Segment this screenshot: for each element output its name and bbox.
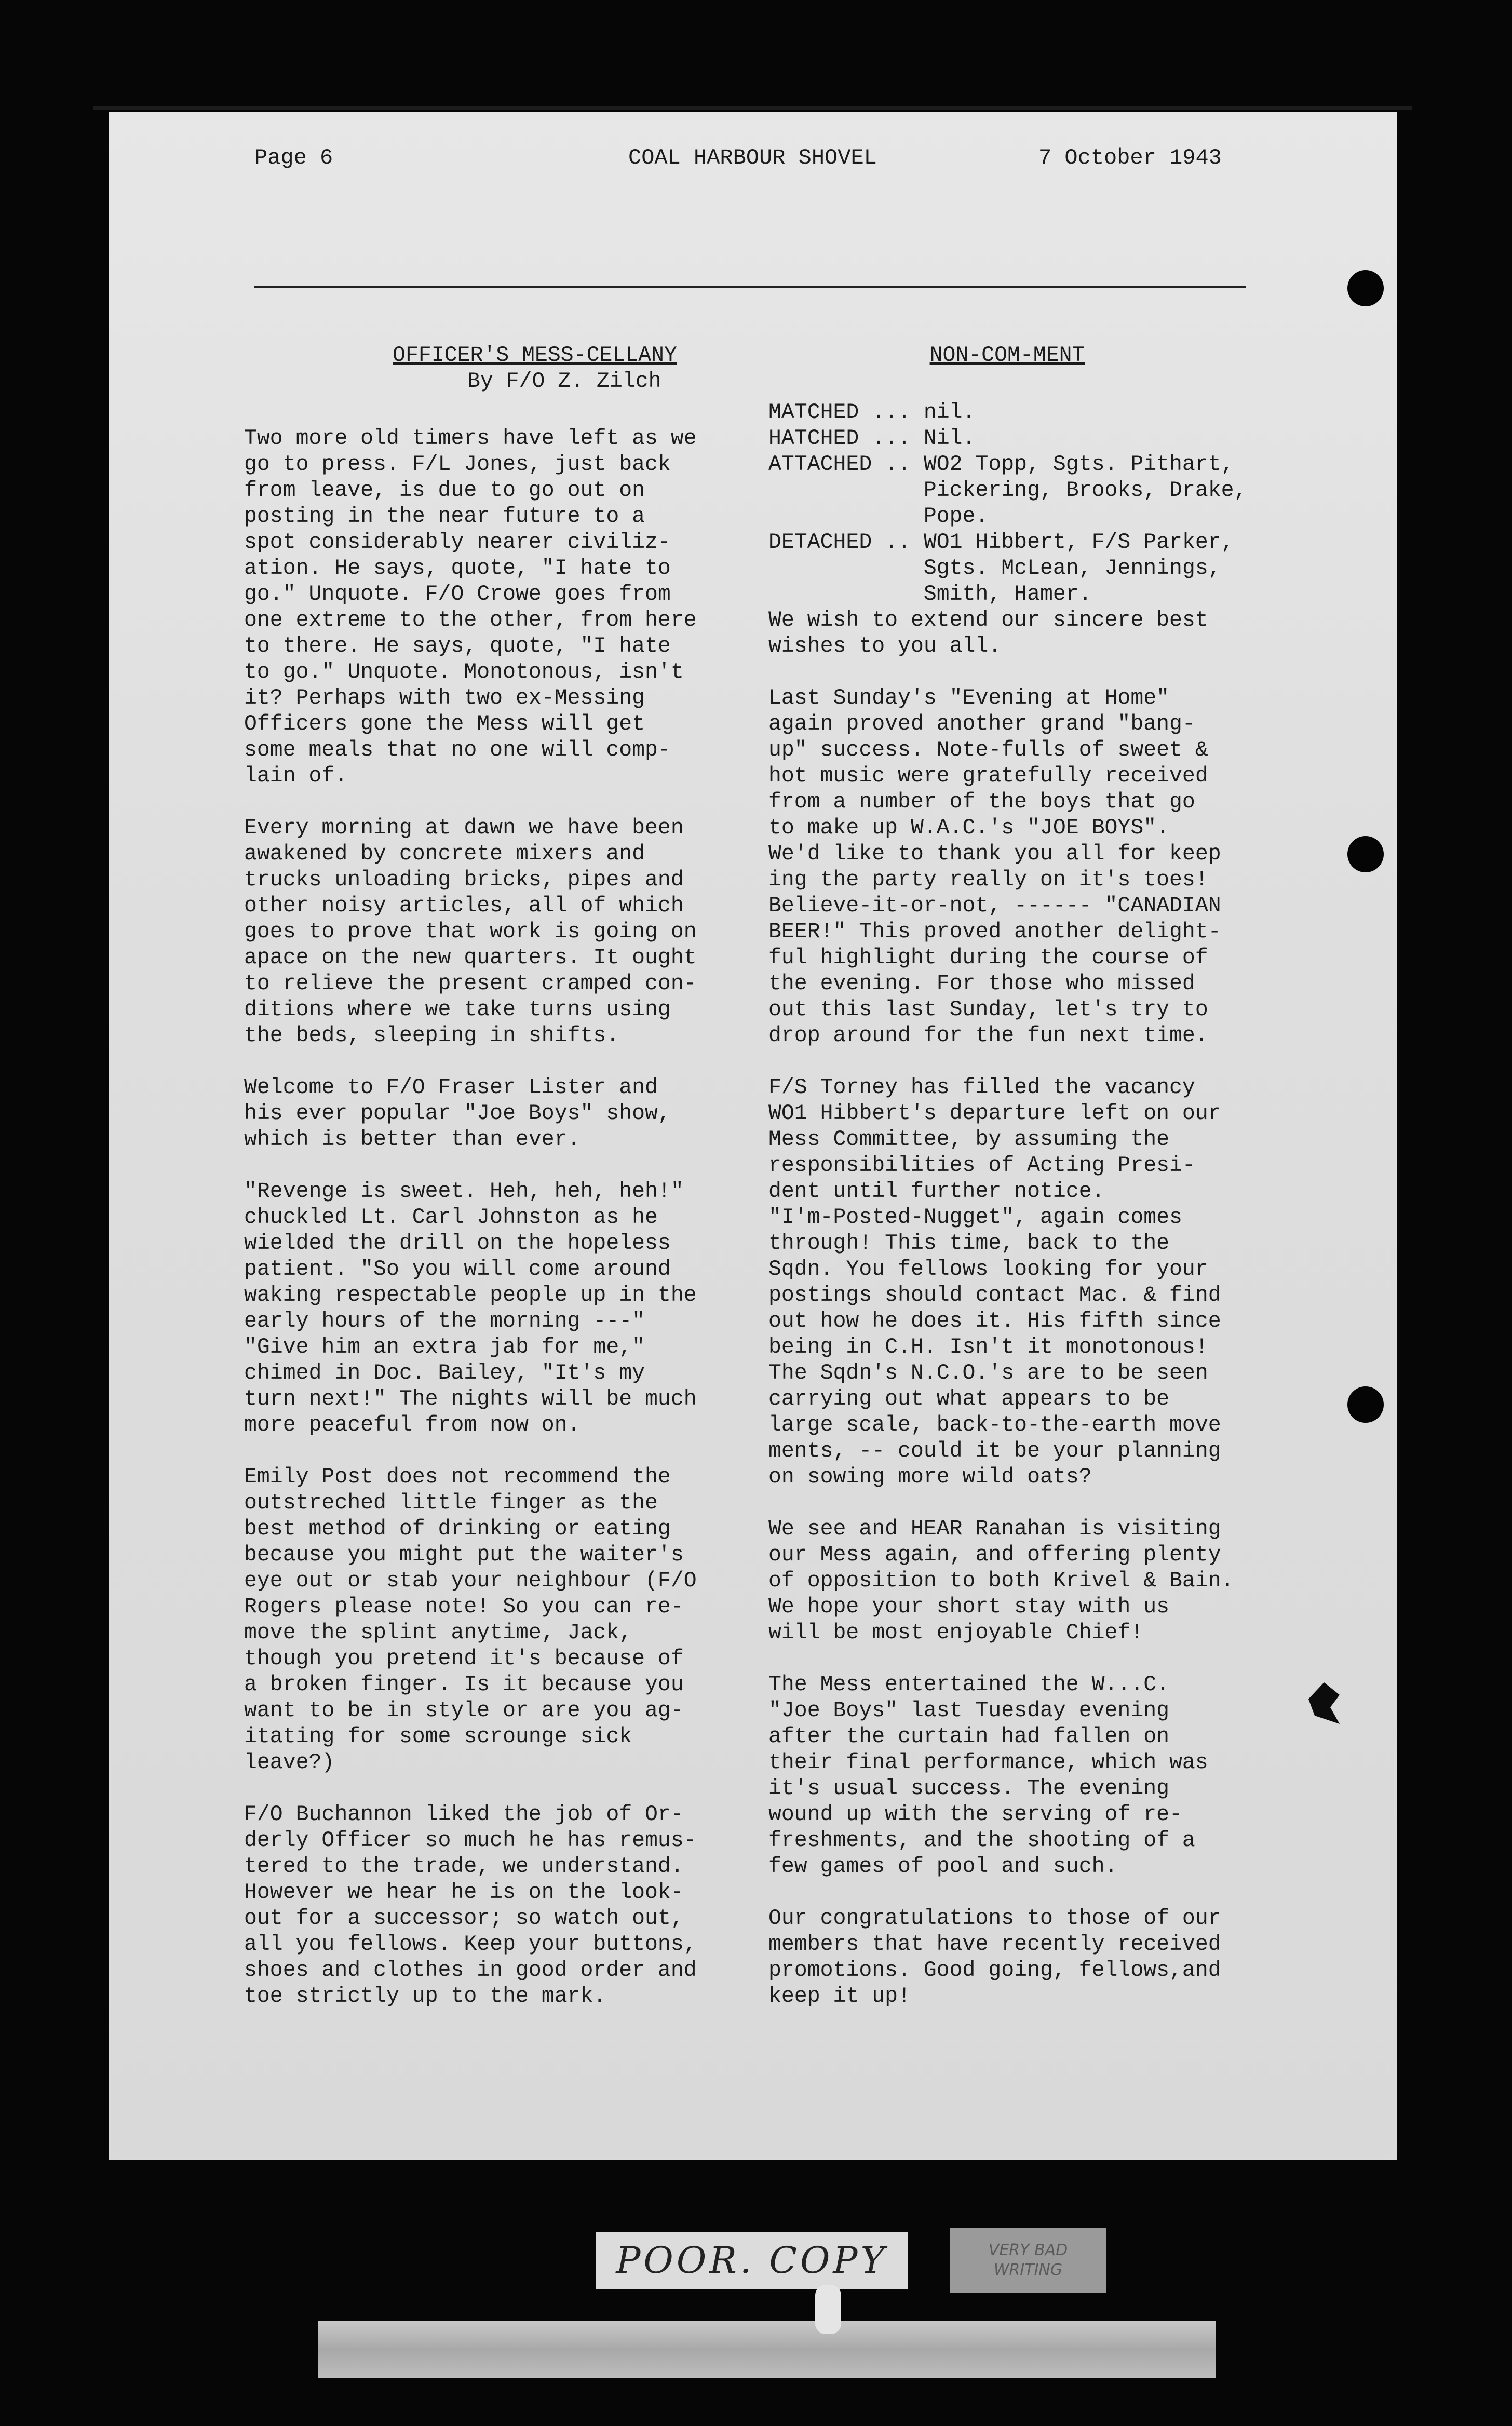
left-column-byline: By F/O Z. Zilch: [467, 369, 662, 394]
left-column: [244, 343, 768, 2036]
article-paragraph: MATCHED ... nil. HATCHED ... Nil. ATTACHED .. WO2 Topp, Sgts. Pithart, Pickering, Brooks, Drake, Pope. DETACHED .. WO1 Hibbert, F/S Parker, Sgts. McLean, Jennings, Smith, Hamer. We wish to extend our sincere best wishes to you all.: [768, 400, 1247, 658]
poor-copy-label: POOR. COPY: [596, 2232, 908, 2289]
issue-date: 7 October 1943: [1038, 145, 1222, 170]
scanner-bar: [318, 2321, 1216, 2378]
right-column-title: NON-COM-MENT: [929, 343, 1085, 368]
stamp-line-2: WRITING: [993, 2260, 1063, 2279]
article-paragraph: We see and HEAR Ranahan is visiting our Mess again, and offering plenty of opposition to both Krivel & Bain. We hope your short stay with us will be most enjoyable Chief!: [768, 1517, 1234, 1645]
newspaper-name: COAL HARBOUR SHOVEL: [628, 145, 877, 170]
article-paragraph: F/O Buchannon liked the job of Or- derly Officer so much he has remus- tered to the trade, we understand. However we hear he is on the look- out for a successor; so watch out, all you fellows. Keep your buttons, shoes and clothes in good order and toe strictly up to the mark.: [244, 1802, 697, 2009]
binder-hole-1: [1347, 270, 1384, 306]
binder-hole-3: [1347, 1386, 1384, 1423]
article-paragraph: The Mess entertained the W...C. "Joe Boys" last Tuesday evening after the curtain had fallen on their final performance, which was it's usual success. The evening wound up with the serving of re- freshments, and the shooting of a few games of pool and such.: [768, 1673, 1208, 1879]
article-paragraph: Our congratulations to those of our members that have recently received promotions. Good going, fellows,and keep it up!: [768, 1906, 1221, 2009]
archive-stamp: [950, 2228, 1106, 2293]
binder-hole-2: [1347, 836, 1384, 872]
article-paragraph: F/S Torney has filled the vacancy WO1 Hibbert's departure left on our Mess Committee, by assuming the responsibilities of Acting Presi- dent until further notice. "I'm-Posted-Nugget", again comes through! This time, back to the Sqdn. You fellows looking for your postings should contact Mac. & find out how he does it. His fifth since being in C.H. Isn't it monotonous! The Sqdn's N.C.O.'s are to be seen carrying out what appears to be large scale, back-to-the-earth move ments, -- could it be your planning on sowing more wild oats?: [768, 1075, 1221, 1489]
film-edge-top: [93, 106, 1412, 110]
header-rule: [254, 286, 1246, 288]
clip-mark: [815, 2285, 841, 2334]
page-number: Page 6: [254, 145, 333, 170]
right-column: [768, 343, 1277, 2036]
article-paragraph: "Revenge is sweet. Heh, heh, heh!" chuckled Lt. Carl Johnston as he wielded the drill on the hopeless patient. "So you will come around waking respectable people up in the early hours of the morning ---" "Give him an extra jab for me," chimed in Doc. Bailey, "It's my turn next!" The nights will be much more peaceful from now on.: [244, 1179, 697, 1437]
article-paragraph: Two more old timers have left as we go to press. F/L Jones, just back from leave, is due to go out on posting in the near future to a spot considerably nearer civiliz- ation. He says, quote, "I hate to go." Unquote. F/O Crowe goes from one extreme to the other, from here to there. He says, quote, "I hate to go." Unquote. Monotonous, isn't it? Perhaps with two ex-Messing Officers gone the Mess will get some meals that no one will comp- lain of.: [244, 426, 697, 788]
article-paragraph: Emily Post does not recommend the outstreched little finger as the best method of drinking or eating because you might put the waiter's eye out or stab your neighbour (F/O Rogers please note! So you can re- move the splint anytime, Jack, though you pretend it's because of a broken finger. Is it because you want to be in style or are you ag- itating for some scrounge sick leave?): [244, 1465, 697, 1775]
article-paragraph: Last Sunday's "Evening at Home" again proved another grand "bang- up" success. Note-fulls of sweet & hot music were gratefully received from a number of the boys that go to make up W.A.C.'s "JOE BOYS". We'd like to thank you all for keep ing the party really on it's toes! Believe-it-or-not, ------ "CANADIAN BEER!" This proved another delight- ful highlight during the course of the evening. For those who missed out this last Sunday, let's try to drop around for the fun next time.: [768, 686, 1221, 1048]
left-column-title: OFFICER'S MESS-CELLANY: [393, 343, 677, 368]
article-paragraph: Every morning at dawn we have been awakened by concrete mixers and trucks unloading bricks, pipes and other noisy articles, all of which goes to prove that work is going on apace on the new quarters. It ought to relieve the present cramped con- ditions where we take turns using the beds, sleeping in shifts.: [244, 816, 697, 1048]
stamp-line-1: VERY BAD: [988, 2241, 1068, 2259]
article-paragraph: Welcome to F/O Fraser Lister and his ever popular "Joe Boys" show, which is better than ever.: [244, 1075, 671, 1152]
